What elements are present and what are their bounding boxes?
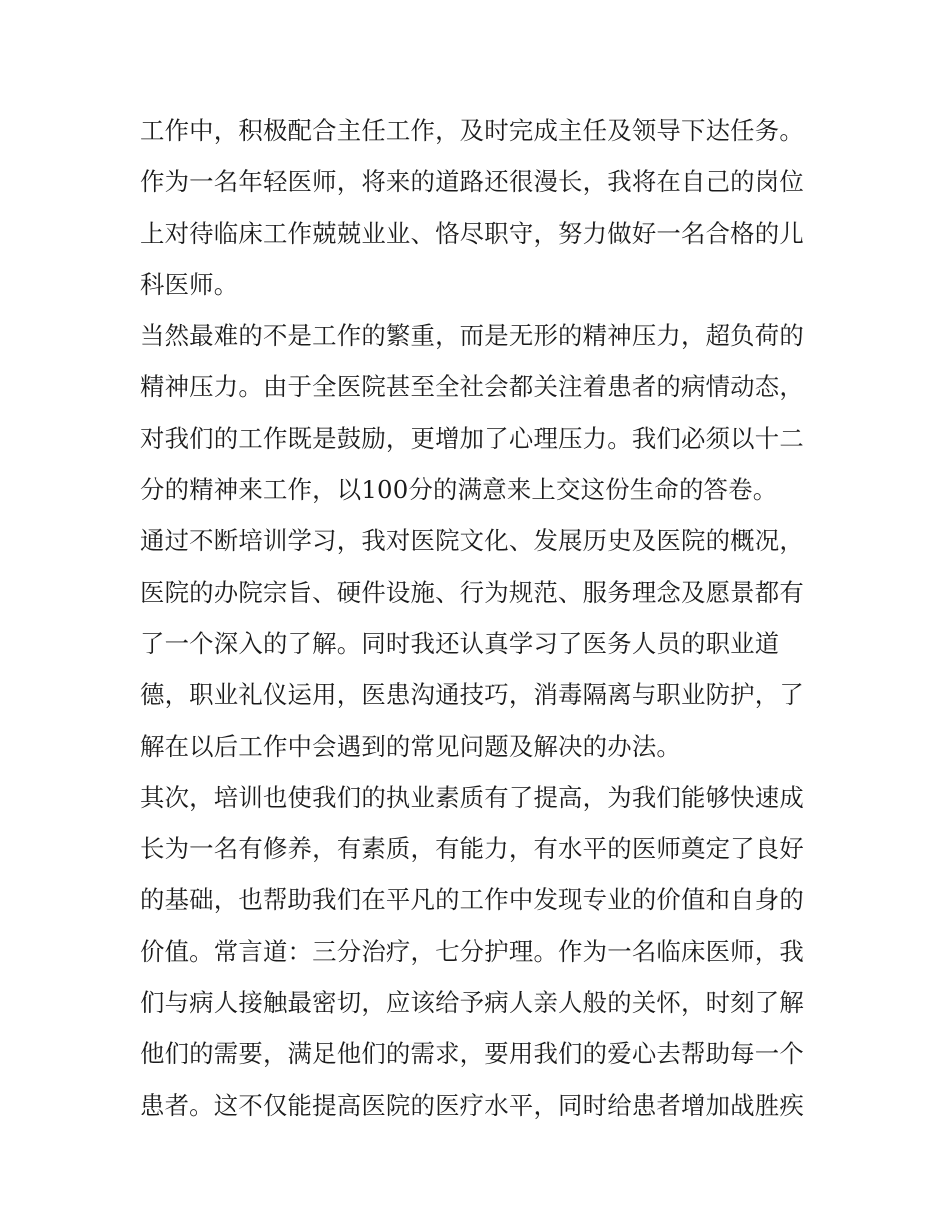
text-line: 作为一名年轻医师，将来的道路还很漫长，我将在自己的岗位	[140, 167, 804, 197]
text-line: 德，职业礼仪运用，医患沟通技巧，消毒隔离与职业防护，了	[140, 680, 804, 710]
text-line: 科医师。	[140, 269, 239, 299]
text-line: 工作中，积极配合主任工作，及时完成主任及领导下达任务。	[140, 116, 804, 145]
text-line: 其次，培训也使我们的执业素质有了提高，为我们能够快速成	[140, 782, 804, 812]
text-line: 他们的需要，满足他们的需求，要用我们的爱心去帮助每一个	[140, 1039, 804, 1069]
text-line: 医院的办院宗旨、硬件设施、行为规范、服务理念及愿景都有	[140, 577, 804, 607]
text-line: 分的精神来工作，以100分的满意来上交这份生命的答卷。	[140, 475, 778, 505]
text-line: 了一个深入的了解。同时我还认真学习了医务人员的职业道	[140, 628, 780, 658]
text-line: 的基础，也帮助我们在平凡的工作中发现专业的价值和自身的	[140, 885, 804, 915]
text-line: 解在以后工作中会遇到的常见问题及解决的办法。	[140, 731, 681, 761]
text-line: 精神压力。由于全医院甚至全社会都关注着患者的病情动态，	[140, 372, 804, 402]
document-body-text	[140, 105, 820, 1131]
text-line: 当然最难的不是工作的繁重，而是无形的精神压力，超负荷的	[140, 321, 804, 351]
text-line: 上对待临床工作兢兢业业、恪尽职守，努力做好一名合格的儿	[140, 218, 804, 248]
text-line: 长为一名有修养，有素质，有能力，有水平的医师奠定了良好	[140, 834, 804, 864]
text-line: 通过不断培训学习，我对医院文化、发展历史及医院的概况，	[140, 526, 804, 556]
text-line: 们与病人接触最密切，应该给予病人亲人般的关怀，时刻了解	[140, 988, 804, 1018]
text-line: 价值。常言道：三分治疗，七分护理。作为一名临床医师，我	[140, 936, 804, 966]
text-line: 对我们的工作既是鼓励，更增加了心理压力。我们必须以十二	[140, 423, 804, 453]
text-line: 患者。这不仅能提高医院的医疗水平，同时给患者增加战胜疾	[140, 1090, 804, 1120]
